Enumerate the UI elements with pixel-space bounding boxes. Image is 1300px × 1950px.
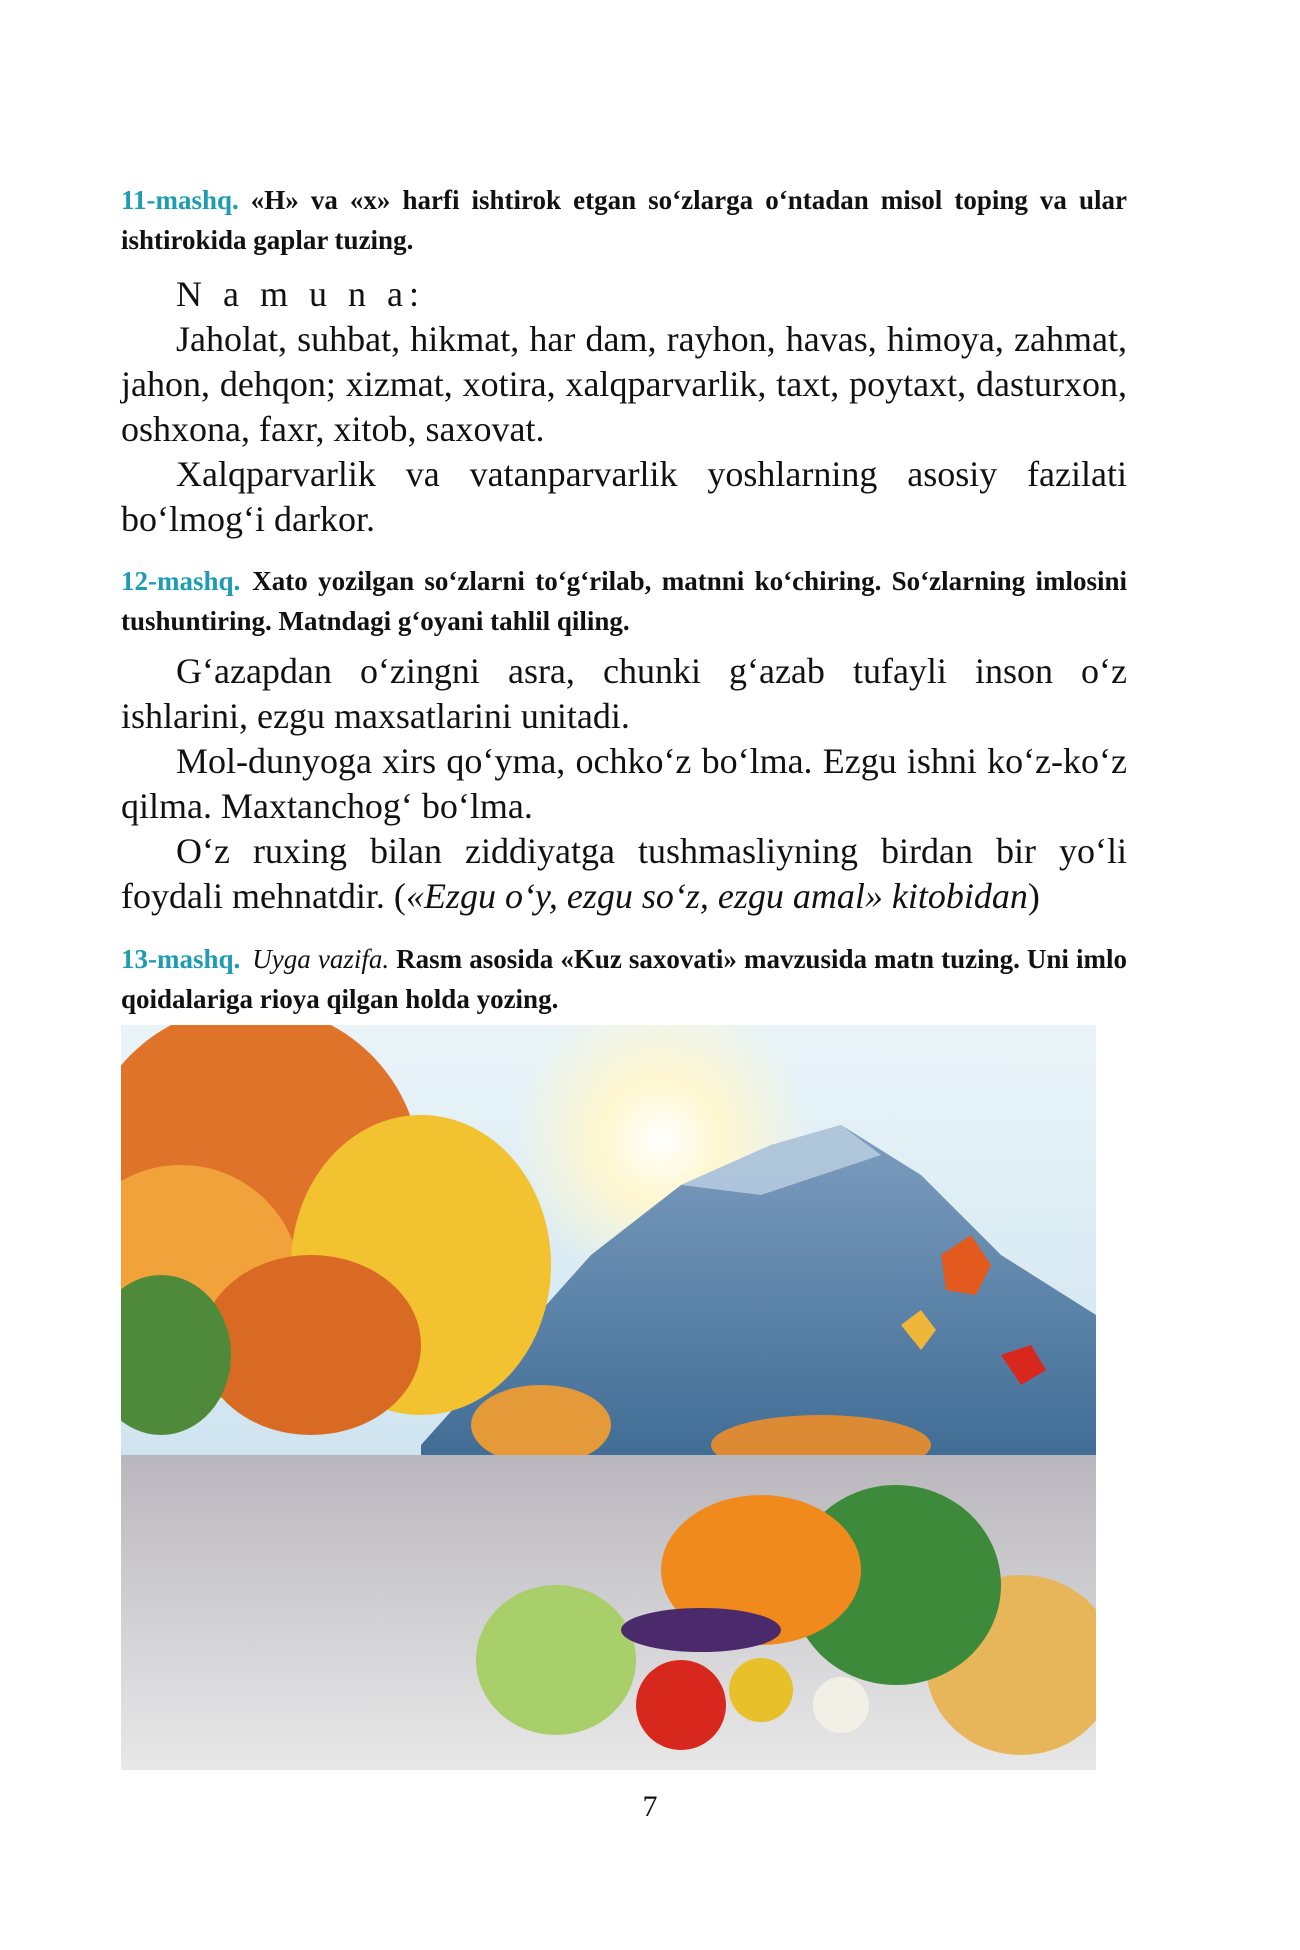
garlic — [813, 1677, 869, 1733]
distant-trees — [471, 1385, 611, 1465]
page-number: 7 — [642, 1790, 658, 1823]
exercise-11-number: 11-mashq. — [121, 185, 239, 215]
exercise-11-body — [121, 272, 1127, 542]
cabbage — [476, 1585, 636, 1735]
autumn-landscape-image — [121, 1025, 1096, 1770]
pepper — [729, 1658, 793, 1722]
sample-sentence: Xalqparvarlik va vatanparvarlik yoshlarning asosiy fazilati bo‘lmog‘i darkor. — [121, 454, 1127, 539]
exercise-12-task: Xato yozilgan so‘zlarni to‘g‘rilab, matnni ko‘chiring. So‘zlarning imlosini tushuntiring. Matndagi g‘oyani tahlil qiling. — [121, 566, 1127, 636]
exercise-11-task: «H» va «x» harfi ishtirok etgan so‘zlarga o‘ntadan misol toping va ular ishtirokida gaplar tuzing. — [121, 185, 1127, 255]
exercise-12-paragraph-1: G‘azapdan o‘zingni asra, chunki g‘azab tufayli inson o‘z ishlarini, ezgu maxsatlarini unitadi. — [121, 651, 1127, 736]
exercise-12-body — [121, 649, 1127, 919]
eggplant — [621, 1608, 781, 1652]
homework-label: Uyga vazifa. — [252, 944, 390, 974]
exercise-12-paragraph-3-text: O‘z ruxing bilan ziddiyatga tushmasliyning birdan bir yo‘li foydali mehnatdir. ( — [121, 831, 1127, 916]
exercise-13-heading — [121, 939, 1127, 1019]
tomatoes — [636, 1660, 726, 1750]
exercise-13-task: Rasm asosida «Kuz saxovati» mavzusida matn tuzing. Uni imlo qoidalariga rioya qilgan holda yozing. — [121, 944, 1127, 1014]
exercise-12-source: «Ezgu o‘y, ezgu so‘z, ezgu amal» kitobidan — [405, 876, 1028, 916]
exercise-12-paragraph-3 — [121, 829, 1127, 919]
autumn-illustration — [121, 1025, 1096, 1770]
sample-label: N a m u n a: — [176, 274, 425, 314]
exercise-11-heading — [121, 180, 1127, 260]
exercise-12-number: 12-mashq. — [121, 566, 241, 596]
exercise-12-paragraph-2: Mol-dunyoga xirs qo‘yma, ochko‘z bo‘lma. Ezgu ishni ko‘z-ko‘z qilma. Maxtanchog‘ bo‘lma. — [121, 741, 1127, 826]
exercise-13-number: 13-mashq. — [121, 944, 241, 974]
exercise-12-heading — [121, 561, 1127, 641]
autumn-tree-red — [201, 1255, 421, 1435]
exercise-12-close-paren: ) — [1027, 876, 1040, 916]
sample-word-list: Jaholat, suhbat, hikmat, har dam, rayhon, havas, himoya, zahmat, jahon, dehqon; xizmat, xotira, xalqparvarlik, taxt, poytaxt, dasturxon, oshxona, faxr, xitob, saxovat. — [121, 319, 1127, 449]
